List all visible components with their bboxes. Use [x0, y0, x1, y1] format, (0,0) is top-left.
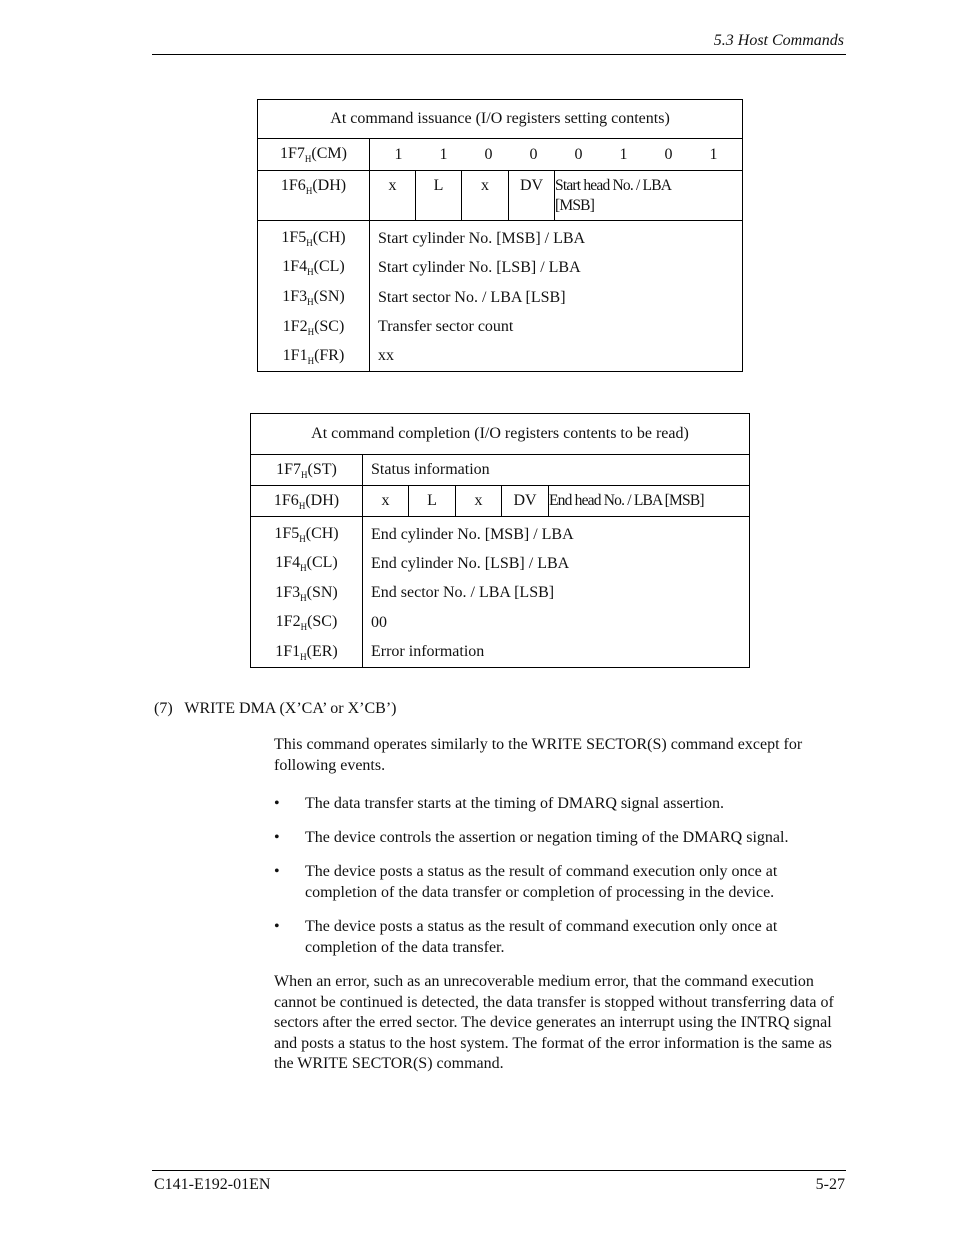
list-item: [274, 862, 844, 903]
bullet-marker: •: [274, 829, 280, 846]
dh-bit-x1: x: [370, 171, 416, 221]
bullet-marker: •: [274, 863, 280, 880]
sc-completion-register-name: $1F2_H(SC)$: [251, 608, 363, 638]
section-header-title: 5.3 Host Commands: [713, 32, 844, 49]
cm-bit-0: 1: [709, 145, 718, 163]
dh-head-field: Start head No. / LBA [MSB]: [555, 171, 743, 221]
dh-completion-bit-dv: DV: [502, 486, 549, 517]
cm-bit-6: 1: [439, 145, 448, 163]
sc-register-name: $1F2_H(SC)$: [258, 313, 370, 342]
cm-bit-3: 0: [574, 145, 583, 163]
st-register-value: Status information: [363, 455, 750, 486]
closing-paragraph: When an error, such as an unrecoverable medium error, that the command execution cannot be continued is detected, the data transfer is stopped without transferring data of sectors after the erred sector. The device generates an interrupt using the INTRQ signal and posts a status to the host system. The format of the error information is the same as the WRITE SECTOR(S) command.: [274, 973, 834, 1072]
completion-caption: At command completion (I/O registers contents to be read): [251, 414, 750, 455]
er-register-value: Error information: [363, 638, 750, 668]
dh-completion-bit-x2: x: [456, 486, 502, 517]
list-item: [274, 917, 844, 958]
bullet-marker: •: [274, 795, 280, 812]
fr-register-value: xx: [370, 342, 743, 372]
fr-register-name: $1F1_H(FR)$: [258, 342, 370, 372]
footer-rule: [152, 1170, 846, 1171]
list-item: [274, 794, 844, 815]
bullet-text: The device posts a status as the result of command execution only once at completion of the data transfer.: [305, 918, 778, 956]
cm-bit-2: 1: [619, 145, 628, 163]
section-heading: (7) WRITE DMA (X’CA’ or X’CB’): [154, 700, 397, 717]
sc-completion-register-value: 00: [363, 608, 750, 638]
sn-register-name: $1F3_H(SN)$: [258, 283, 370, 313]
st-register-name: $1F7_H(ST)$: [251, 455, 363, 486]
cl-register-value: Start cylinder No. [LSB] / LBA: [370, 253, 743, 283]
intro-paragraph: This command operates similarly to the WRITE SECTOR(S) command except for following events.: [274, 736, 803, 774]
cm-bit-1: 0: [664, 145, 673, 163]
dh-bit-x2: x: [462, 171, 509, 221]
dh-completion-bit-l: L: [409, 486, 456, 517]
page-number: 5-27: [815, 1176, 845, 1193]
ch-register-name: $1F5_H(CH)$: [258, 221, 370, 253]
dh-bit-dv: DV: [509, 171, 555, 221]
cm-bit-7: 1: [394, 145, 403, 163]
issuance-register-table: [257, 99, 743, 372]
bullet-marker: •: [274, 918, 280, 935]
bullet-text: The data transfer starts at the timing of DMARQ signal assertion.: [305, 795, 725, 812]
list-item: [274, 828, 844, 849]
cl-completion-register-value: End cylinder No. [LSB] / LBA: [363, 549, 750, 579]
dh-bit-l: L: [416, 171, 462, 221]
er-register-name: $1F1_H(ER)$: [251, 638, 363, 668]
sn-completion-register-value: End sector No. / LBA [LSB]: [363, 579, 750, 608]
dh-completion-register-name: $1F6_H(DH)$: [251, 486, 363, 517]
sc-register-value: Transfer sector count: [370, 313, 743, 342]
dh-completion-head-field: End head No. / LBA [MSB]: [549, 486, 750, 517]
cl-completion-register-name: $1F4_H(CL)$: [251, 549, 363, 579]
ch-completion-register-name: $1F5_H(CH)$: [251, 517, 363, 549]
issuance-caption: At command issuance (I/O registers setting contents): [258, 100, 743, 139]
header-rule: [152, 54, 846, 55]
sn-completion-register-name: $1F3_H(SN)$: [251, 579, 363, 608]
dh-completion-bit-x1: x: [363, 486, 409, 517]
document-id: C141-E192-01EN: [154, 1176, 271, 1193]
bullet-text: The device controls the assertion or negation timing of the DMARQ signal.: [305, 829, 789, 846]
cm-bit-5: 0: [484, 145, 493, 163]
cm-bit-4: 0: [529, 145, 538, 163]
ch-register-value: Start cylinder No. [MSB] / LBA: [370, 221, 743, 253]
sn-register-value: Start sector No. / LBA [LSB]: [370, 283, 743, 313]
cm-bit-values: [370, 139, 743, 171]
cm-register-name: $1F7_H(CM)$: [258, 139, 370, 171]
ch-completion-register-value: End cylinder No. [MSB] / LBA: [363, 517, 750, 549]
completion-register-table: [250, 413, 750, 668]
dh-register-name: $1F6_H(DH)$: [258, 171, 370, 221]
bullet-text: The device posts a status as the result of command execution only once at completion of the data transfer or completion of processing in the device.: [305, 863, 778, 901]
cl-register-name: $1F4_H(CL)$: [258, 253, 370, 283]
